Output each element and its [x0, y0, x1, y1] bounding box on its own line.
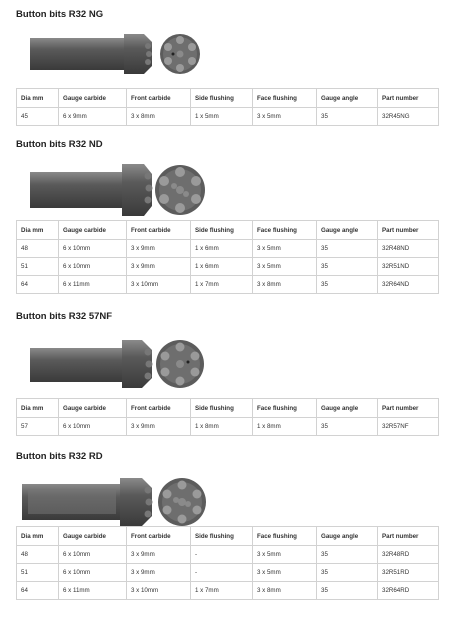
cell: 6 x 10mm	[59, 258, 127, 276]
cell: 32R48RD	[378, 546, 439, 564]
cell: 6 x 10mm	[59, 240, 127, 258]
cell: 35	[317, 564, 378, 582]
section-r32-57nf	[16, 310, 440, 430]
cell: 1 x 7mm	[191, 276, 253, 294]
col-face-flushing: Face flushing	[253, 527, 317, 546]
spec-table	[16, 220, 439, 294]
cell: 32R64ND	[378, 276, 439, 294]
col-front-carbide: Front carbide	[127, 221, 191, 240]
cell: 6 x 11mm	[59, 582, 127, 600]
cell: 64	[17, 582, 59, 600]
col-part-number: Part number	[378, 399, 439, 418]
spec-table	[16, 398, 439, 436]
cell: 64	[17, 276, 59, 294]
cell: 3 x 9mm	[127, 546, 191, 564]
col-face-flushing: Face flushing	[253, 221, 317, 240]
col-side-flushing: Side flushing	[191, 221, 253, 240]
col-part-number: Part number	[378, 89, 439, 108]
cell: 3 x 9mm	[127, 240, 191, 258]
section-r32-rd	[16, 450, 440, 594]
bit-side-view-image	[28, 28, 208, 80]
cell: 1 x 8mm	[191, 418, 253, 436]
col-part-number: Part number	[378, 527, 439, 546]
col-side-flushing: Side flushing	[191, 527, 253, 546]
cell: 48	[17, 546, 59, 564]
spec-table	[16, 88, 439, 126]
col-gauge-carbide: Gauge carbide	[59, 221, 127, 240]
col-dia: Dia mm	[17, 89, 59, 108]
cell: 35	[317, 276, 378, 294]
cell: 3 x 9mm	[127, 418, 191, 436]
col-face-flushing: Face flushing	[253, 89, 317, 108]
cell: 51	[17, 564, 59, 582]
cell: 35	[317, 240, 378, 258]
cell: 3 x 5mm	[253, 564, 317, 582]
section-title: Button bits R32 57NF	[16, 311, 113, 322]
cell: 35	[317, 258, 378, 276]
cell: 57	[17, 418, 59, 436]
cell: -	[191, 564, 253, 582]
col-gauge-carbide: Gauge carbide	[59, 399, 127, 418]
cell: 3 x 5mm	[253, 258, 317, 276]
cell: 1 x 5mm	[191, 108, 253, 126]
cell: 1 x 8mm	[253, 418, 317, 436]
cell: 35	[317, 546, 378, 564]
cell: 32R51RD	[378, 564, 439, 582]
cell: 1 x 6mm	[191, 240, 253, 258]
cell: 32R57NF	[378, 418, 439, 436]
table-row	[17, 564, 439, 582]
table-row	[17, 276, 439, 294]
col-dia: Dia mm	[17, 399, 59, 418]
cell: 35	[317, 418, 378, 436]
section-r32-nd	[16, 138, 440, 288]
cell: 51	[17, 258, 59, 276]
cell: 3 x 10mm	[127, 276, 191, 294]
col-front-carbide: Front carbide	[127, 399, 191, 418]
cell: 6 x 10mm	[59, 564, 127, 582]
cell: 3 x 8mm	[253, 276, 317, 294]
cell: 32R45NG	[378, 108, 439, 126]
col-gauge-angle: Gauge angle	[317, 399, 378, 418]
header-row	[17, 399, 439, 418]
col-gauge-angle: Gauge angle	[317, 527, 378, 546]
col-dia: Dia mm	[17, 527, 59, 546]
cell: 6 x 11mm	[59, 276, 127, 294]
bit-side-view-image	[28, 158, 208, 220]
cell: 3 x 9mm	[127, 258, 191, 276]
cell: 3 x 10mm	[127, 582, 191, 600]
table-row	[17, 418, 439, 436]
header-row	[17, 221, 439, 240]
header-row	[17, 89, 439, 108]
cell: 6 x 10mm	[59, 418, 127, 436]
cell: 35	[317, 108, 378, 126]
cell: 45	[17, 108, 59, 126]
col-gauge-carbide: Gauge carbide	[59, 527, 127, 546]
col-side-flushing: Side flushing	[191, 89, 253, 108]
section-title: Button bits R32 RD	[16, 451, 103, 462]
col-gauge-angle: Gauge angle	[317, 89, 378, 108]
col-face-flushing: Face flushing	[253, 399, 317, 418]
cell: 3 x 8mm	[127, 108, 191, 126]
cell: 1 x 7mm	[191, 582, 253, 600]
col-front-carbide: Front carbide	[127, 527, 191, 546]
cell: 35	[317, 582, 378, 600]
cell: 3 x 8mm	[253, 582, 317, 600]
section-r32-ng	[16, 8, 440, 120]
cell: 32R51ND	[378, 258, 439, 276]
table-row	[17, 258, 439, 276]
cell: 48	[17, 240, 59, 258]
table-row	[17, 108, 439, 126]
cell: 3 x 5mm	[253, 546, 317, 564]
table-row	[17, 240, 439, 258]
col-gauge-angle: Gauge angle	[317, 221, 378, 240]
cell: 1 x 6mm	[191, 258, 253, 276]
cell: 3 x 9mm	[127, 564, 191, 582]
table-row	[17, 546, 439, 564]
col-front-carbide: Front carbide	[127, 89, 191, 108]
header-row	[17, 527, 439, 546]
cell: 3 x 5mm	[253, 240, 317, 258]
spec-table	[16, 526, 439, 600]
col-gauge-carbide: Gauge carbide	[59, 89, 127, 108]
col-part-number: Part number	[378, 221, 439, 240]
section-title: Button bits R32 ND	[16, 139, 103, 150]
cell: 6 x 10mm	[59, 546, 127, 564]
bit-side-view-image	[28, 332, 208, 394]
cell: 32R48ND	[378, 240, 439, 258]
cell: 3 x 5mm	[253, 108, 317, 126]
table-row	[17, 582, 439, 600]
cell: 32R64RD	[378, 582, 439, 600]
col-side-flushing: Side flushing	[191, 399, 253, 418]
col-dia: Dia mm	[17, 221, 59, 240]
section-title: Button bits R32 NG	[16, 9, 104, 20]
cell: -	[191, 546, 253, 564]
bit-side-view-image	[20, 470, 210, 530]
cell: 6 x 9mm	[59, 108, 127, 126]
